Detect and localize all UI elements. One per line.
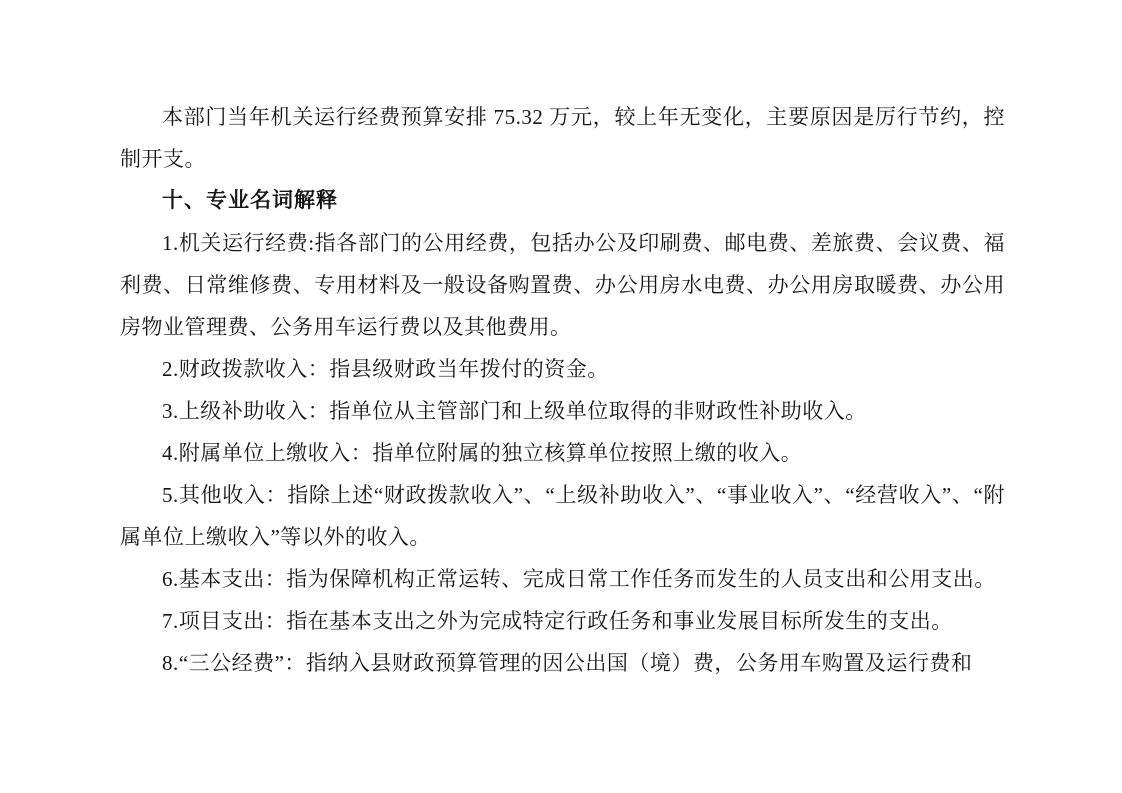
term-item-1: 1.机关运行经费:指各部门的公用经费，包括办公及印刷费、邮电费、差旅费、会议费、福利费、日常维修费、专用材料及一般设备购置费、办公用房水电费、办公用房取暖费、办公用房物业管理费、公务用车运行费以及其他费用。: [120, 231, 1005, 339]
document-body: [120, 96, 1005, 684]
term-item-5: 5.其他收入：指除上述“财政拨款收入”、“上级补助收入”、“事业收入”、“经营收入”、“附属单位上缴收入”等以外的收入。: [120, 483, 1005, 549]
section-heading: 十、专业名词解释: [162, 189, 338, 212]
term-item-8: 8.“三公经费”：指纳入县财政预算管理的因公出国（境）费，公务用车购置及运行费和: [162, 651, 973, 675]
intro-paragraph: 本部门当年机关运行经费预算安排 75.32 万元，较上年无变化，主要原因是厉行节约，控制开支。: [120, 105, 1005, 171]
term-item-3: 3.上级补助收入：指单位从主管部门和上级单位取得的非财政性补助收入。: [162, 399, 867, 423]
term-item-7: 7.项目支出：指在基本支出之外为完成特定行政任务和事业发展目标所发生的支出。: [162, 609, 953, 633]
term-item-6: 6.基本支出：指为保障机构正常运转、完成日常工作任务而发生的人员支出和公用支出。: [162, 567, 996, 591]
term-item-4: 4.附属单位上缴收入：指单位附属的独立核算单位按照上缴的收入。: [162, 441, 803, 465]
term-item-2: 2.财政拨款收入：指县级财政当年拨付的资金。: [162, 357, 609, 381]
